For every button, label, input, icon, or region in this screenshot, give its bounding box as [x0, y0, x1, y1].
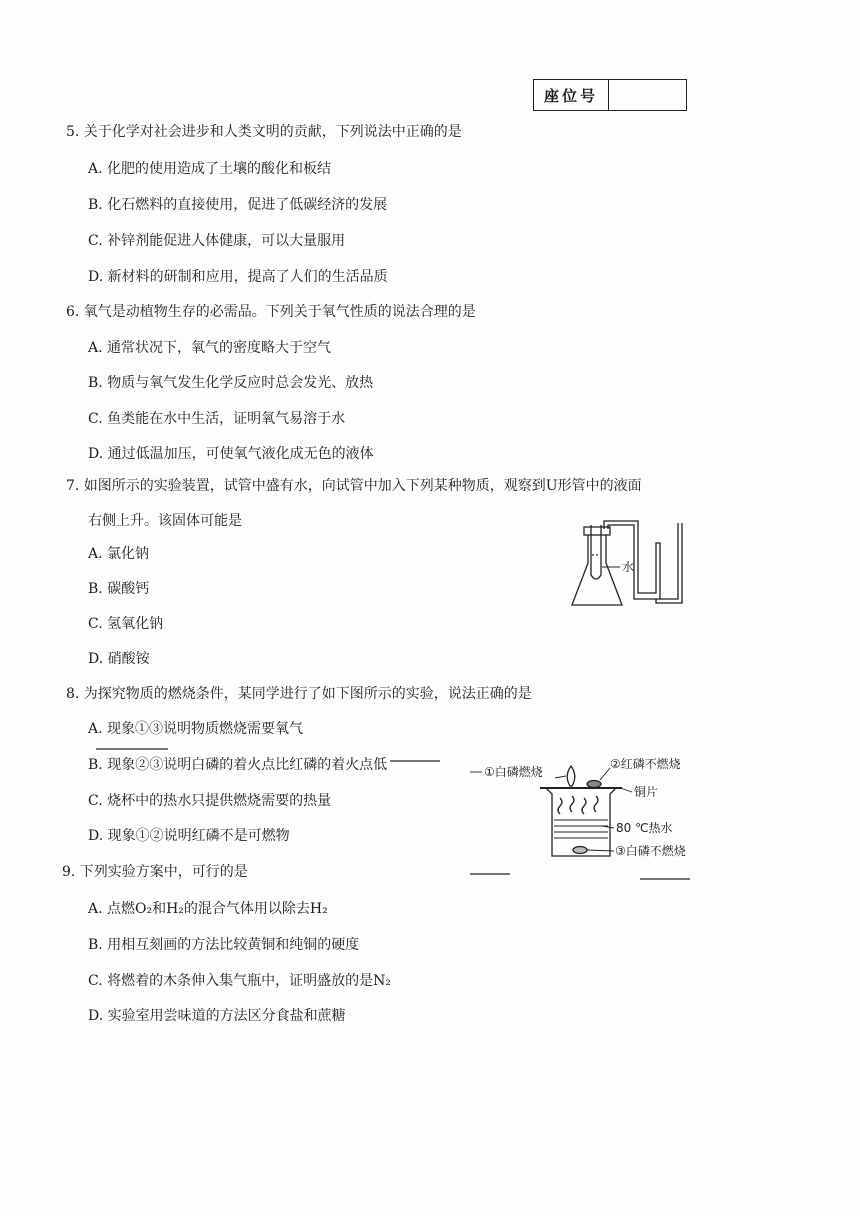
question-6-stem: 6. 氧气是动植物生存的必需品。下列关于氧气性质的说法合理的是	[66, 304, 476, 320]
question-6-option-a: A. 通常状况下，氧气的密度略大于空气	[88, 340, 332, 356]
question-9-stem: 9. 下列实验方案中，可行的是	[62, 864, 248, 880]
question-6-option-c: C. 鱼类能在水中生活，证明氧气易溶于水	[88, 411, 346, 427]
question-5-stem: 5. 关于化学对社会进步和人类文明的贡献，下列说法中正确的是	[66, 124, 462, 140]
question-7-stem: 7. 如图所示的实验装置，试管中盛有水，向试管中加入下列某种物质，观察到U形管中的液面	[66, 478, 642, 494]
label-water: 水	[622, 560, 635, 574]
scan-smudge	[470, 873, 510, 875]
question-8-stem: 8. 为探究物质的燃烧条件，某同学进行了如下图所示的实验，说法正确的是	[66, 686, 532, 702]
flame	[567, 766, 575, 786]
question-6-option-d: D. 通过低温加压，可使氧气液化成无色的液体	[88, 446, 374, 462]
question-8-option-b: B. 现象②③说明白磷的着火点比红磷的着火点低	[88, 757, 388, 773]
question-5-option-b: B. 化石燃料的直接使用，促进了低碳经济的发展	[88, 197, 388, 213]
white-phosphorus-underwater	[573, 847, 587, 854]
question-9-option-a: A. 点燃O₂和H₂的混合气体用以除去H₂	[88, 901, 328, 917]
question-6-option-b: B. 物质与氧气发生化学反应时总会发光、放热	[88, 375, 374, 391]
seat-number-value	[609, 80, 686, 110]
question-5-option-d: D. 新材料的研制和应用，提高了人们的生活品质	[88, 269, 388, 285]
red-phosphorus	[587, 781, 601, 788]
question-5-option-a: A. 化肥的使用造成了土壤的酸化和板结	[88, 161, 332, 177]
question-8-option-a: A. 现象①③说明物质燃烧需要氧气	[88, 721, 304, 737]
label-red-phosphorus-not-burn: ②红磷不燃烧	[610, 757, 681, 771]
question-8-option-d: D. 现象①②说明红磷不是可燃物	[88, 828, 290, 844]
scan-smudge	[390, 760, 440, 762]
question-7-option-c: C. 氢氧化钠	[88, 616, 164, 632]
stopper	[584, 527, 610, 535]
u-tube-right-arm	[660, 523, 678, 599]
flask-u-tube-figure	[560, 515, 695, 615]
conical-flask	[572, 533, 622, 605]
question-9-option-b: B. 用相互刻画的方法比较黄铜和纯铜的硬度	[88, 937, 360, 953]
question-7-option-a: A. 氯化钠	[88, 546, 150, 562]
question-5-option-c: C. 补锌剂能促进人体健康，可以大量服用	[88, 233, 346, 249]
question-8-option-c: C. 烧杯中的热水只提供燃烧需要的热量	[88, 793, 332, 809]
label-white-phosphorus-burns: ①白磷燃烧	[484, 765, 543, 779]
beaker	[546, 788, 616, 856]
question-7-option-b: B. 碳酸钙	[88, 581, 150, 597]
scan-smudge	[640, 878, 690, 880]
label-copper-sheet: 铜片	[634, 785, 659, 799]
scan-smudge	[96, 748, 168, 750]
seat-number-label: 座位号	[534, 80, 609, 110]
question-7-option-d: D. 硝酸铵	[88, 651, 150, 667]
seat-number-box	[533, 79, 687, 111]
question-9-option-c: C. 将燃着的木条伸入集气瓶中，证明盛放的是N₂	[88, 973, 391, 989]
label-white-phosphorus-underwater: ③白磷不燃烧	[615, 844, 686, 858]
question-7-stem-continued: 右侧上升。该固体可能是	[88, 513, 242, 529]
label-hot-water: 80 ℃热水	[616, 821, 673, 835]
question-9-option-d: D. 实验室用尝味道的方法区分食盐和蔗糖	[88, 1008, 346, 1024]
combustion-beaker-figure	[460, 750, 700, 865]
